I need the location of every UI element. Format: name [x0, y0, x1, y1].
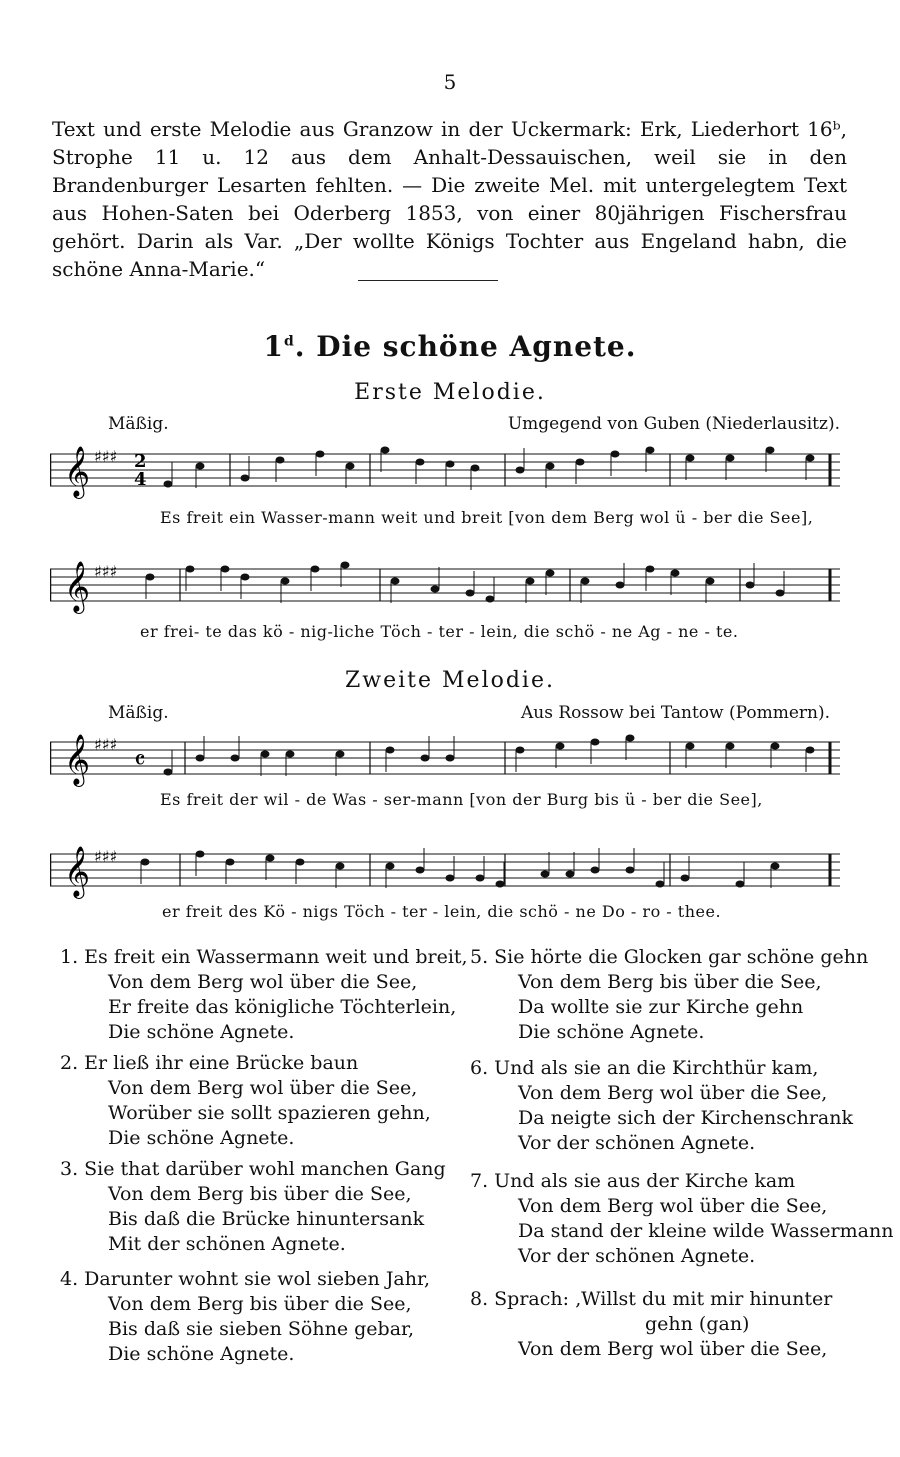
verse-line: 8. Sprach: ‚Willst du mit mir hinunter: [470, 1288, 833, 1310]
verse-line: Bis daß sie sieben Söhne gebar,: [108, 1318, 415, 1340]
note-head: [416, 867, 425, 874]
note-head: [611, 451, 620, 458]
song-number: 1: [263, 330, 284, 363]
note-head: [381, 447, 390, 454]
note-head: [196, 463, 205, 470]
melody2-title: Zweite Melodie.: [345, 668, 555, 693]
note-head: [726, 455, 735, 462]
treble-clef-icon: 𝄞: [64, 446, 91, 497]
note-head: [591, 867, 600, 874]
verse-line: Von dem Berg wol über die See,: [518, 1338, 828, 1360]
verse-line: Von dem Berg bis über die See,: [518, 971, 822, 993]
note-head: [546, 570, 555, 577]
verse-line: Von dem Berg wol über die See,: [108, 1077, 418, 1099]
note-head: [496, 881, 505, 888]
melody2-lyrics-line1: Es freit der wil - de Was - ser-mann [von der Burg bis ü - ber die See],: [160, 790, 763, 809]
verse-line: Von dem Berg bis über die See,: [108, 1293, 412, 1315]
verse: [470, 1056, 853, 1156]
note-head: [771, 863, 780, 870]
verse-line: gehn (gan): [645, 1313, 750, 1335]
verse-line: Die schöne Agnete.: [108, 1127, 295, 1149]
verse: [60, 1051, 431, 1151]
divider-rule: [358, 280, 498, 281]
verse-line: Die schöne Agnete.: [108, 1343, 295, 1365]
verse: [60, 1267, 430, 1367]
key-signature-sharps-icon: ♯♯♯: [94, 735, 118, 754]
note-head: [446, 461, 455, 468]
common-time-icon: 𝄴: [134, 746, 146, 776]
melody1-staff-1: [50, 440, 840, 500]
verse-line: Von dem Berg wol über die See,: [518, 1195, 828, 1217]
melody1-origin: Umgegend von Guben (Niederlausitz).: [507, 414, 840, 434]
note-head: [576, 459, 585, 466]
verse-line: Da neigte sich der Kirchenschrank: [518, 1107, 854, 1129]
verse: [470, 945, 868, 1045]
note-head: [686, 743, 695, 750]
note-head: [141, 859, 150, 866]
note-head: [421, 755, 430, 762]
note-head: [516, 747, 525, 754]
verse-line: Da stand der kleine wilde Wassermann: [518, 1220, 894, 1242]
note-head: [646, 447, 655, 454]
note-head: [431, 586, 440, 593]
note-head: [736, 881, 745, 888]
note-head: [241, 574, 250, 581]
verse-line: Die schöne Agnete.: [108, 1021, 295, 1043]
note-head: [646, 566, 655, 573]
note-head: [336, 863, 345, 870]
verse-line: Da wollte sie zur Kirche gehn: [518, 996, 804, 1018]
melody1-lyrics-line1: Es freit ein Wasser-mann weit und breit [von dem Berg wol ü - ber die See],: [160, 508, 814, 527]
note-head: [391, 578, 400, 585]
note-head: [346, 463, 355, 470]
note-head: [556, 743, 565, 750]
verse: [470, 1169, 893, 1269]
note-head: [231, 755, 240, 762]
verse-line: Vor der schönen Agnete.: [518, 1132, 756, 1154]
note-head: [186, 566, 195, 573]
note-head: [806, 747, 815, 754]
note-head: [341, 562, 350, 569]
treble-clef-icon: 𝄞: [64, 846, 91, 897]
verse-line: 4. Darunter wohnt sie wol sieben Jahr,: [60, 1268, 431, 1290]
note-head: [196, 851, 205, 858]
verse-line: Von dem Berg wol über die See,: [518, 1082, 828, 1104]
note-head: [164, 481, 173, 488]
verse-line: 6. Und als sie an die Kirchthür kam,: [470, 1057, 819, 1079]
note-head: [296, 859, 305, 866]
note-head: [286, 751, 295, 758]
note-head: [626, 735, 635, 742]
note-head: [471, 465, 480, 472]
note-head: [656, 881, 665, 888]
note-head: [226, 859, 235, 866]
note-head: [726, 743, 735, 750]
note-head: [776, 590, 785, 597]
key-signature-sharps-icon: ♯♯♯: [94, 447, 118, 466]
note-head: [626, 867, 635, 874]
verse-line: Vor der schönen Agnete.: [518, 1245, 756, 1267]
note-head: [616, 582, 625, 589]
note-head: [146, 574, 155, 581]
verse-line: 7. Und als sie aus der Kirche kam: [470, 1170, 796, 1192]
note-head: [316, 451, 325, 458]
song-title-text: Die schöne Agnete.: [316, 330, 637, 363]
note-head: [386, 747, 395, 754]
treble-clef-icon: 𝄞: [64, 561, 91, 612]
note-head: [671, 570, 680, 577]
note-head: [276, 457, 285, 464]
note-head: [416, 459, 425, 466]
note-head: [686, 455, 695, 462]
verse: [60, 1157, 446, 1257]
verse-line: 1. Es freit ein Wassermann weit und breit,: [60, 946, 468, 968]
note-head: [266, 855, 275, 862]
melody2-lyrics-line2: er freit des Kö - nigs Töch - ter - lein, die schö - ne Do - ro - thee.: [162, 902, 722, 921]
verse: [60, 945, 468, 1045]
verse: [470, 1287, 832, 1362]
verse-line: Die schöne Agnete.: [518, 1021, 705, 1043]
note-head: [336, 751, 345, 758]
note-head: [566, 871, 575, 878]
note-head: [446, 875, 455, 882]
note-head: [486, 596, 495, 603]
verse-line: Von dem Berg bis über die See,: [108, 1183, 412, 1205]
song-number-suffix: d: [283, 333, 295, 350]
melody2-origin: Aus Rossow bei Tantow (Pommern).: [521, 703, 830, 723]
note-head: [766, 447, 775, 454]
note-head: [281, 578, 290, 585]
note-head: [221, 566, 230, 573]
note-head: [526, 578, 535, 585]
melody1-title: Erste Melodie.: [354, 380, 546, 405]
verse-line: Er freite das königliche Töchterlein,: [108, 996, 457, 1018]
note-head: [746, 582, 755, 589]
verse-line: 5. Sie hörte die Glocken gar schöne gehn: [470, 946, 869, 968]
time-signature-top: 2: [134, 451, 147, 472]
verse-line: 2. Er ließ ihr eine Brücke baun: [60, 1052, 359, 1074]
melody1-lyrics-line2: er frei- te das kö - nig-liche Töch - ter - lein, die schö - ne Ag - ne - te.: [140, 622, 739, 641]
verse-line: 3. Sie that darüber wohl manchen Gang: [60, 1158, 446, 1180]
note-head: [806, 455, 815, 462]
note-head: [546, 463, 555, 470]
note-head: [541, 871, 550, 878]
note-head: [581, 578, 590, 585]
time-signature-bottom: 4: [134, 469, 147, 490]
melody1-staff-2: [50, 555, 840, 615]
melody2-staff-2: [50, 840, 840, 900]
note-head: [476, 875, 485, 882]
note-head: [771, 743, 780, 750]
note-head: [311, 566, 320, 573]
melody1-tempo: Mäßig.: [108, 414, 169, 434]
verse-line: Mit der schönen Agnete.: [108, 1233, 346, 1255]
treble-clef-icon: 𝄞: [64, 734, 91, 785]
verse-line: Bis daß die Brücke hinuntersank: [108, 1208, 425, 1230]
note-head: [591, 739, 600, 746]
key-signature-sharps-icon: ♯♯♯: [94, 847, 118, 866]
note-head: [446, 755, 455, 762]
note-head: [386, 863, 395, 870]
note-head: [706, 578, 715, 585]
page-number: 5: [443, 70, 457, 94]
melody2-tempo: Mäßig.: [108, 703, 169, 723]
melody2-staff-1: [50, 728, 840, 788]
note-head: [516, 467, 525, 474]
song-title: 1$^d$. Die schöne Agnete.: [263, 330, 637, 363]
note-head: [466, 590, 475, 597]
key-signature-sharps-icon: ♯♯♯: [94, 562, 118, 581]
note-head: [681, 875, 690, 882]
verse-line: Von dem Berg wol über die See,: [108, 971, 418, 993]
note-head: [164, 769, 173, 776]
note-head: [261, 751, 270, 758]
verse-line: Worüber sie sollt spazieren gehn,: [108, 1102, 431, 1124]
intro-text: Text und erste Melodie aus Granzow in der Uckermark: Erk, Liederhort 16ᵇ, Strophe 11 u. 12 aus dem Anhalt-Dessauischen, weil sie in den Brandenburger Lesarten fehlten. — Die zweite Mel. mit untergelegtem Text aus Hohen-Saten bei Oderberg 1853, von einer 80jährigen Fischersfrau gehört. Darin als Var. „Der wollte Königs Tochter aus Engeland habn, die schöne Anna-Marie.“: [52, 117, 847, 281]
note-head: [241, 475, 250, 482]
note-head: [196, 755, 205, 762]
